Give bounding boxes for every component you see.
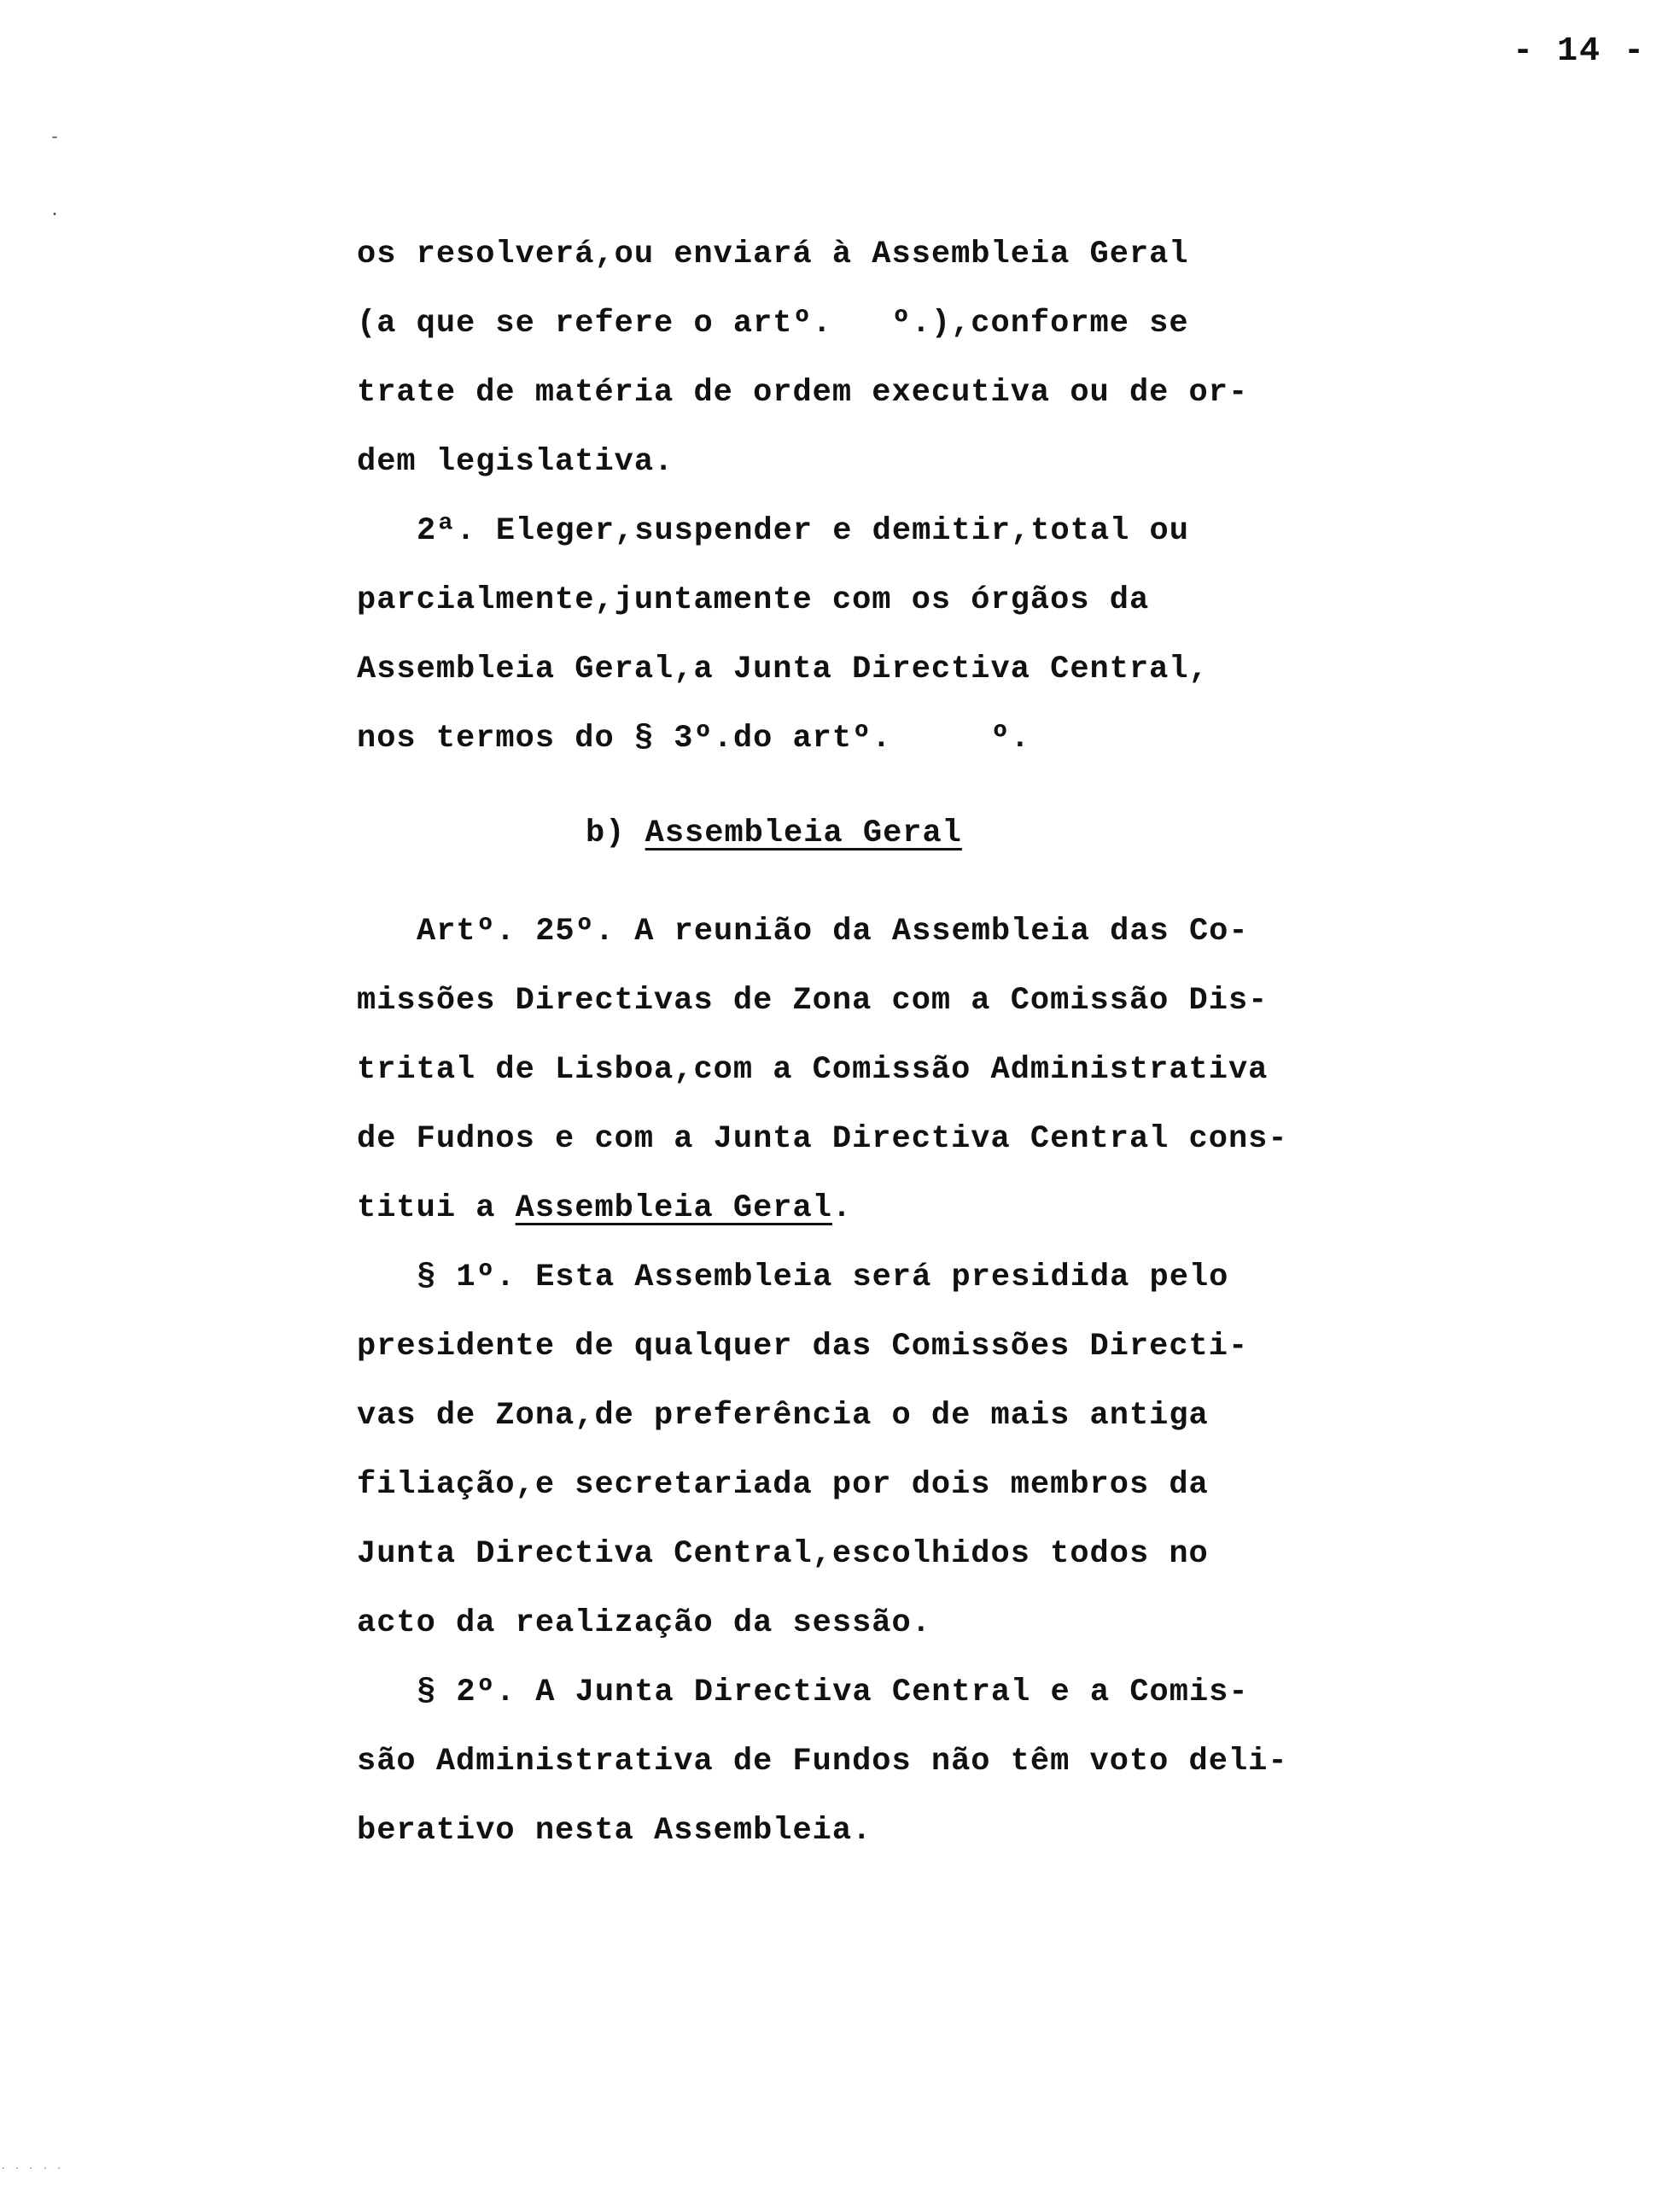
text-line: nos termos do § 3º.do artº. º. <box>357 721 1030 757</box>
text-line: presidente de qualquer das Comissões Directi- <box>357 1329 1249 1365</box>
text-line <box>357 1174 1347 1243</box>
text-line: (a que se refere o artº. º.),conforme se <box>357 306 1189 342</box>
text-line: acto da realização da sessão. <box>357 1605 931 1641</box>
underlined-term: Assembleia Geral <box>515 1190 832 1226</box>
text-line: trital de Lisboa,com a Comissão Administrativa <box>357 1052 1269 1088</box>
paragraph-continuation <box>357 220 1347 497</box>
text-line: são Administrativa de Fundos não têm voto deli- <box>357 1744 1288 1780</box>
section-heading <box>357 799 1347 868</box>
text-fragment: . <box>831 1190 853 1226</box>
text-line: dem legislativa. <box>357 444 674 480</box>
section-paragraph-2 <box>357 1658 1347 1866</box>
text-fragment: titui a <box>357 1190 516 1226</box>
section-heading-prefix: b) <box>586 815 645 851</box>
article-25 <box>357 897 1347 1243</box>
text-line: § 1º. Esta Assembleia será presidida pelo <box>417 1260 1229 1295</box>
section-paragraph-1 <box>357 1243 1347 1658</box>
text-line: os resolverá,ou enviará à Assembleia Geral <box>357 237 1189 272</box>
text-line: § 2º. A Junta Directiva Central e a Comis- <box>417 1675 1249 1710</box>
paragraph-item-2 <box>357 497 1347 774</box>
text-line: de Fudnos e com a Junta Directiva Central cons- <box>357 1121 1288 1157</box>
text-line: 2ª. Eleger,suspender e demitir,total ou <box>417 513 1189 549</box>
text-line: vas de Zona,de preferência o de mais antiga <box>357 1398 1209 1434</box>
margin-speck-mark: - <box>50 128 61 148</box>
text-line: trate de matéria de ordem executiva ou de or- <box>357 375 1249 411</box>
text-line: parcialmente,juntamente com os órgãos da <box>357 582 1150 618</box>
margin-speck-mark: · <box>50 205 61 225</box>
text-line: missões Directivas de Zona com a Comissão Dis- <box>357 983 1269 1019</box>
text-line: berativo nesta Assembleia. <box>357 1813 872 1849</box>
page-number: - 14 - <box>1512 32 1646 71</box>
text-line: Artº. 25º. A reunião da Assembleia das Co- <box>417 914 1249 950</box>
text-line: Junta Directiva Central,escolhidos todos no <box>357 1536 1209 1572</box>
section-heading-title: Assembleia Geral <box>645 815 962 851</box>
document-body <box>357 220 1347 1866</box>
scan-edge-mark: . . . . . <box>0 2160 63 2172</box>
text-line: Assembleia Geral,a Junta Directiva Central, <box>357 652 1209 687</box>
text-line: filiação,e secretariada por dois membros da <box>357 1467 1209 1503</box>
